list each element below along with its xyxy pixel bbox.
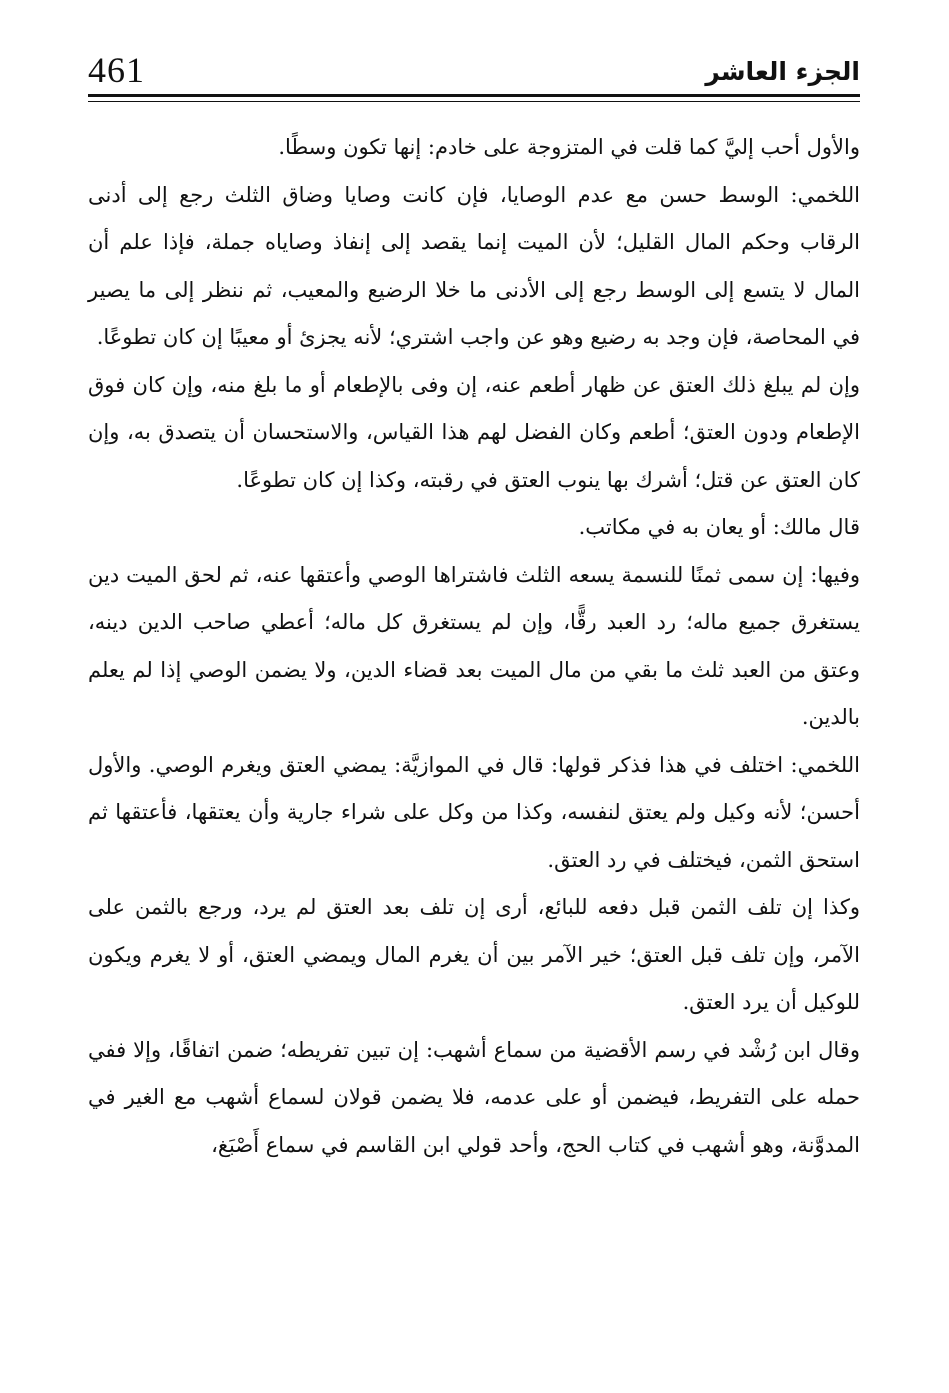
- paragraph: قال مالك: أو يعان به في مكاتب.: [578, 515, 860, 539]
- page-number: 461: [88, 50, 145, 90]
- page-header: [88, 50, 860, 92]
- paragraph: اللخمي: الوسط حسن مع عدم الوصايا، فإن كانت وصايا وضاق الثلث رجع إلى أدنى الرقاب وحكم المال القليل؛ لأن الميت إنما يقصد إلى إنفاذ وصاياه جملة، فإذا علم أن المال لا يتسع إلى الوسط رجع إلى الأدنى ما خلا الرضيع والمعيب، ثم ننظر إلى ما يصير في المحاصة، فإن وجد به رضيع وهو عن واجب اشتري؛ لأنه يجزئ أو معيبًا إن كان تطوعًا.: [88, 182, 860, 349]
- paragraph: وفيها: إن سمى ثمنًا للنسمة يسعه الثلث فاشتراها الوصي وأعتقها عنه، ثم لحق الميت دين يستغرق جميع ماله؛ رد العبد رقًّا، وإن لم يستغرق كل ماله؛ أعطي صاحب الدين دينه، وعتق من العبد ثلث ما بقي من مال الميت بعد قضاء الدين، ولا يضمن الوصي إذا لم يعلم بالدين.: [88, 562, 860, 729]
- paragraph: وقال ابن رُشْد في رسم الأقضية من سماع أشهب: إن تبين تفريطه؛ ضمن اتفاقًا، وإلا ففي حمله على التفريط، فيضمن أو على عدمه، فلا يضمن قولان لسماع أشهب مع الغير في المدوَّنة، وهو أشهب في كتاب الحج، وأحد قولي ابن القاسم في سماع أَصْبَغ،: [88, 1037, 860, 1157]
- paragraph: والأول أحب إليَّ كما قلت في المتزوجة على خادم: إنها تكون وسطًا.: [278, 135, 860, 159]
- paragraph: وإن لم يبلغ ذلك العتق عن ظهار أطعم عنه، إن وفى بالإطعام أو ما بلغ منه، وإن كان فوق الإطعام ودون العتق؛ أطعم وكان الفضل لهم هذا القياس، والاستحسان أن يتصدق به، وإن كان العتق عن قتل؛ أشرك بها ينوب العتق في رقبته، وكذا إن كان تطوعًا.: [88, 372, 860, 492]
- header-rule-thick: [88, 94, 860, 97]
- paragraph: اللخمي: اختلف في هذا فذكر قولها: قال في الموازيَّة: يمضي العتق ويغرم الوصي. والأول أحسن؛ لأنه وكيل ولم يعتق لنفسه، وكذا من وكل على شراء جارية وأن يعتقها، فأعتقها ثم استحق الثمن، فيختلف في رد العتق.: [88, 752, 860, 872]
- paragraph: وكذا إن تلف الثمن قبل دفعه للبائع، أرى إن تلف بعد العتق لم يرد، ورجع بالثمن على الآمر، وإن تلف قبل العتق؛ خير الآمر بين أن يغرم المال ويمضي العتق، أو لا يغرم ويكون للوكيل أن يرد العتق.: [88, 895, 860, 1014]
- part-title: الجزء العاشر: [705, 57, 860, 86]
- header-rule-thin: [88, 101, 860, 102]
- page-body: [88, 124, 860, 1169]
- book-page: [88, 50, 860, 1380]
